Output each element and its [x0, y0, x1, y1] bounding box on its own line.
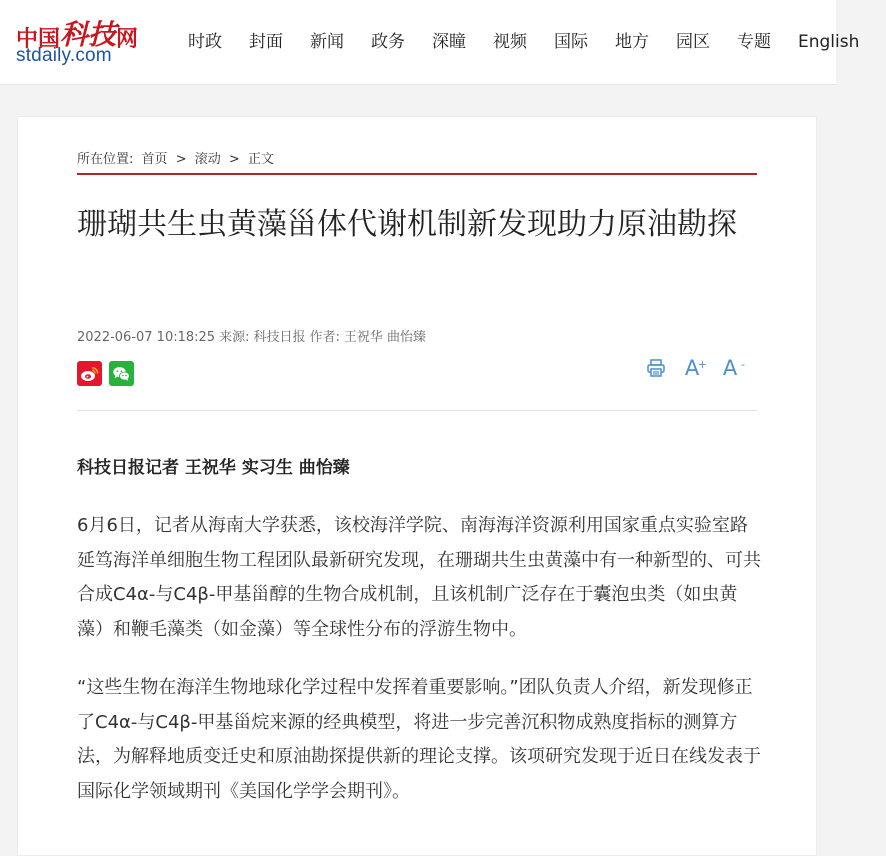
font-increase-button[interactable]: [680, 355, 707, 381]
article-byline: 科技日报记者 王祝华 实习生 曲怡臻: [77, 458, 350, 478]
site-header: [0, 0, 860, 85]
nav-item-shipin[interactable]: 视频: [493, 32, 527, 52]
breadcrumb-separator: >: [228, 152, 240, 167]
wechat-icon: [112, 365, 131, 382]
article-source: 科技日报: [253, 330, 306, 345]
meta-divider: [77, 410, 757, 411]
font-decrease-label: A: [722, 356, 738, 380]
breadcrumb-separator: >: [175, 152, 187, 167]
article-tools: [646, 355, 745, 381]
article-authors: 王祝华 曲怡臻: [343, 330, 427, 345]
weibo-share-button[interactable]: [77, 361, 102, 386]
logo-chinese-text: [16, 13, 139, 52]
article-title: 珊瑚共生虫黄藻甾体代谢机制新发现助力原油勘探: [77, 207, 737, 242]
nav-item-yuanqu[interactable]: 园区: [676, 32, 710, 52]
logo-text-3: 网: [116, 26, 139, 52]
font-increase-label: A: [684, 356, 700, 380]
article-paragraph: 6月6日，记者从海南大学获悉，该校海洋学院、南海海洋资源利用国家重点实验室路延笃海洋单细胞生物工程团队最新研究发现，在珊瑚共生虫黄藻中有一种新型的、可共合成C4α-与C4β-甲基甾醇的生物合成机制，且该机制广泛存在于囊泡虫类（如虫黄藻）和鞭毛藻类（如金藻）等全球性分布的浮游生物中。: [77, 515, 761, 640]
breadcrumb-current: 正文: [247, 152, 274, 167]
minus-icon: -: [741, 358, 745, 371]
nav-item-zhengwu[interactable]: 政务: [371, 32, 405, 52]
print-icon: [646, 358, 666, 378]
article-card: [17, 116, 817, 856]
site-logo[interactable]: [16, 13, 146, 69]
breadcrumb-label: 所在位置:: [77, 152, 134, 167]
breadcrumb: [77, 148, 278, 167]
logo-text-1: 中国: [16, 26, 61, 52]
breadcrumb-home[interactable]: 首页: [141, 152, 168, 167]
nav-item-english[interactable]: English: [798, 32, 860, 52]
author-label: 作者:: [309, 330, 340, 345]
weibo-icon: [80, 365, 99, 382]
font-decrease-button[interactable]: [718, 355, 745, 381]
nav-item-difang[interactable]: 地方: [615, 32, 649, 52]
print-button[interactable]: [646, 355, 666, 381]
logo-domain: stdaily.com: [16, 45, 112, 66]
article-paragraph: “这些生物在海洋生物地球化学过程中发挥着重要影响。”团队负责人介绍，新发现修正了C4α-与C4β-甲基甾烷来源的经典模型，将进一步完善沉积物成熟度指标的测算方法，为解释地质变迁史和原油勘探提供新的理论支撑。该项研究发现于近日在线发表于国际化学领域期刊《美国化学学会期刊》。: [77, 677, 761, 802]
main-nav: [188, 30, 886, 54]
plus-icon: +: [697, 358, 707, 371]
article-datetime: 2022-06-07 10:18:25: [77, 330, 216, 345]
breadcrumb-rolling[interactable]: 滚动: [194, 152, 221, 167]
share-buttons: [77, 361, 134, 386]
logo-text-2: 科技: [60, 18, 117, 51]
nav-item-xinwen[interactable]: 新闻: [310, 32, 344, 52]
nav-item-guoji[interactable]: 国际: [554, 32, 588, 52]
nav-item-zhuanti[interactable]: 专题: [737, 32, 771, 52]
nav-item-shizheng[interactable]: 时政: [188, 32, 222, 52]
nav-item-shentong[interactable]: 深瞳: [432, 32, 466, 52]
source-label: 来源:: [219, 330, 250, 345]
wechat-share-button[interactable]: [109, 361, 134, 386]
breadcrumb-divider: [77, 173, 757, 175]
article-meta: [77, 326, 430, 345]
nav-item-fengmian[interactable]: 封面: [249, 32, 283, 52]
